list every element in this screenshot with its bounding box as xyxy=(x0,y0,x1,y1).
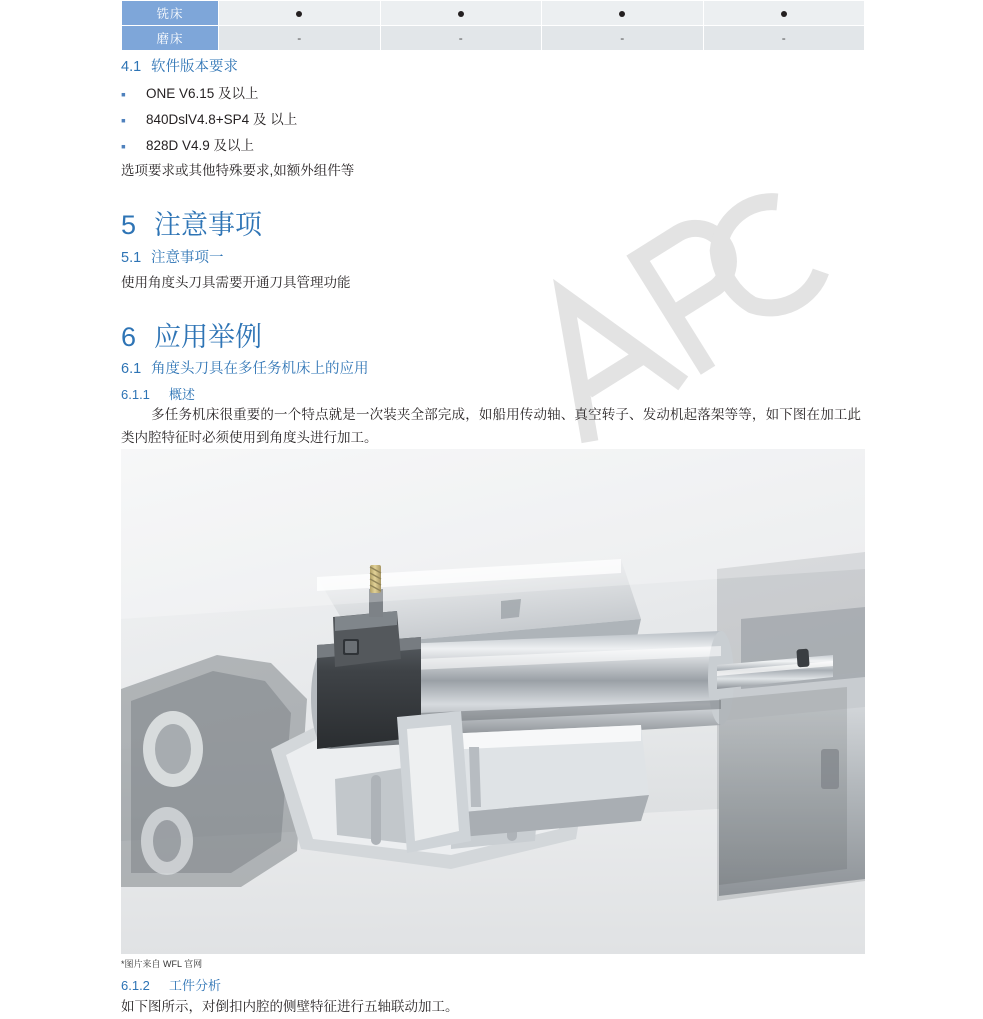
filled-dot-icon xyxy=(458,11,464,17)
angle-head-machining-figure xyxy=(121,449,865,954)
table-cell xyxy=(219,26,381,51)
machine-type-table xyxy=(121,0,865,51)
section-6-1-1-paragraph xyxy=(121,403,861,449)
heading-5-1 xyxy=(121,246,224,267)
heading-6-1-1-title: 概述 xyxy=(169,387,196,402)
list-item-label: 828D V4.9 及以上 xyxy=(146,138,255,153)
table-row xyxy=(122,1,865,26)
heading-5-number: 5 xyxy=(121,210,137,240)
heading-6-1-2 xyxy=(121,975,221,994)
heading-6 xyxy=(121,315,262,354)
bullet-icon: ▪ xyxy=(121,112,126,128)
heading-4-1 xyxy=(121,55,238,76)
heading-5 xyxy=(121,203,262,242)
table-cell xyxy=(703,26,865,51)
heading-6-1-title: 角度头刀具在多任务机床上的应用 xyxy=(151,361,369,377)
list-item-label: ONE V6.15 及以上 xyxy=(146,86,259,101)
heading-6-1-number: 6.1 xyxy=(121,361,142,377)
heading-5-1-title: 注意事项一 xyxy=(151,250,224,266)
heading-4-1-title: 软件版本要求 xyxy=(151,59,238,75)
software-version-list xyxy=(121,82,621,160)
heading-6-1-2-title: 工件分析 xyxy=(169,978,222,993)
table-cell xyxy=(380,1,542,26)
heading-6-1-1-number: 6.1.1 xyxy=(121,387,150,402)
figure-caption: *图片来自 WFL 官网 xyxy=(121,959,203,969)
dash-icon: - xyxy=(620,31,625,45)
heading-6-1-1 xyxy=(121,384,195,403)
heading-6-1 xyxy=(121,357,369,378)
heading-5-1-number: 5.1 xyxy=(121,250,142,266)
paragraph-text: 多任务机床很重要的一个特点就是一次装夹全部完成，如船用传动轴、真空转子、发动机起落架等等，如下图在加工此类内腔特征时必须使用到角度头进行加工。 xyxy=(121,407,861,445)
heading-4-1-number: 4.1 xyxy=(121,59,142,75)
table-row-header: 铣床 xyxy=(122,1,219,26)
section-5-1-text: 使用角度头刀具需要开通刀具管理功能 xyxy=(121,275,351,290)
table-cell xyxy=(542,26,704,51)
list-item xyxy=(121,82,621,108)
dash-icon: - xyxy=(297,31,302,45)
list-item-label: 840DslV4.8+SP4 及 以上 xyxy=(146,112,298,127)
table-cell xyxy=(219,1,381,26)
list-item xyxy=(121,134,621,160)
table-row xyxy=(122,26,865,51)
bullet-icon: ▪ xyxy=(121,86,126,102)
list-item xyxy=(121,108,621,134)
option-requirement-note: 选项要求或其他特殊要求,如额外组件等 xyxy=(121,163,355,178)
section-6-1-2-text: 如下图所示，对倒扣内腔的侧壁特征进行五轴联动加工。 xyxy=(121,999,459,1014)
filled-dot-icon xyxy=(296,11,302,17)
filled-dot-icon xyxy=(619,11,625,17)
dash-icon: - xyxy=(458,31,463,45)
bullet-icon: ▪ xyxy=(121,138,126,154)
heading-6-number: 6 xyxy=(121,322,137,352)
heading-5-title: 注意事项 xyxy=(154,210,262,240)
filled-dot-icon xyxy=(781,11,787,17)
table-row-header: 磨床 xyxy=(122,26,219,51)
table-cell xyxy=(542,1,704,26)
table-cell xyxy=(703,1,865,26)
table-cell xyxy=(380,26,542,51)
heading-6-1-2-number: 6.1.2 xyxy=(121,978,150,993)
heading-6-title: 应用举例 xyxy=(154,322,262,352)
dash-icon: - xyxy=(781,31,786,45)
